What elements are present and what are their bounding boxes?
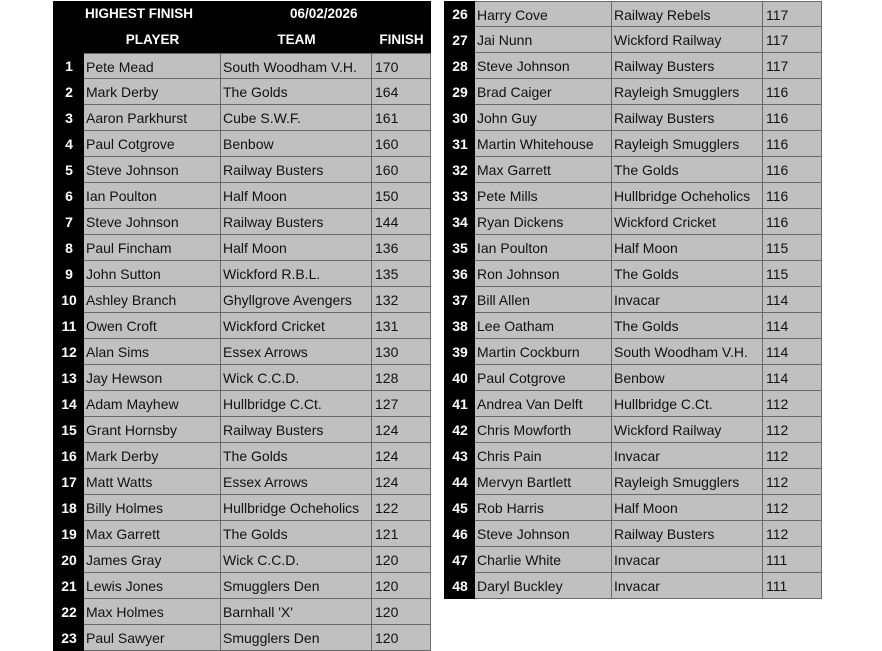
- rank-cell: 12: [53, 339, 84, 365]
- player-cell: James Gray: [84, 547, 221, 573]
- table-row: [53, 105, 431, 131]
- player-cell: Max Holmes: [84, 599, 221, 625]
- team-cell: Invacar: [612, 443, 763, 469]
- table-row: [444, 443, 822, 469]
- rank-cell: 5: [53, 157, 84, 183]
- table-row: [444, 495, 822, 521]
- table-row: [53, 261, 431, 287]
- player-cell: Rob Harris: [475, 495, 612, 521]
- player-cell: Billy Holmes: [84, 495, 221, 521]
- table-row: [53, 131, 431, 157]
- team-cell: South Woodham V.H.: [612, 339, 763, 365]
- finish-cell: 114: [763, 365, 822, 391]
- right-table: [444, 1, 822, 599]
- player-cell: Ian Poulton: [84, 183, 221, 209]
- rank-cell: 15: [53, 417, 84, 443]
- player-cell: Brad Caiger: [475, 79, 612, 105]
- player-cell: Martin Whitehouse: [475, 131, 612, 157]
- rank-cell: 10: [53, 287, 84, 313]
- finish-cell: 116: [763, 105, 822, 131]
- team-cell: Cube S.W.F.: [221, 105, 372, 131]
- team-cell: Benbow: [221, 131, 372, 157]
- finish-cell: 117: [763, 1, 822, 27]
- finish-cell: 170: [372, 53, 431, 79]
- table-row: [444, 105, 822, 131]
- finish-cell: 112: [763, 443, 822, 469]
- table-row: [444, 235, 822, 261]
- player-cell: Andrea Van Delft: [475, 391, 612, 417]
- rank-cell: 29: [444, 79, 475, 105]
- team-cell: Wickford Railway: [612, 27, 763, 53]
- player-cell: Chris Pain: [475, 443, 612, 469]
- player-cell: Harry Cove: [475, 1, 612, 27]
- finish-cell: 160: [372, 131, 431, 157]
- team-cell: Invacar: [612, 287, 763, 313]
- player-cell: Max Garrett: [84, 521, 221, 547]
- player-cell: Paul Cotgrove: [84, 131, 221, 157]
- team-cell: The Golds: [221, 79, 372, 105]
- team-cell: Essex Arrows: [221, 339, 372, 365]
- table-row: [444, 417, 822, 443]
- team-cell: Ghyllgrove Avengers: [221, 287, 372, 313]
- finish-cell: 114: [763, 287, 822, 313]
- team-cell: Rayleigh Smugglers: [612, 79, 763, 105]
- right-rows: [444, 1, 822, 599]
- finish-cell: 120: [372, 547, 431, 573]
- table-row: [444, 261, 822, 287]
- table-row: [53, 313, 431, 339]
- rank-cell: 4: [53, 131, 84, 157]
- team-cell: Hullbridge C.Ct.: [612, 391, 763, 417]
- team-cell: Railway Busters: [612, 521, 763, 547]
- team-cell: Hullbridge Ocheholics: [612, 183, 763, 209]
- player-cell: Ian Poulton: [475, 235, 612, 261]
- table-row: [444, 313, 822, 339]
- left-table: [53, 1, 431, 651]
- rank-cell: 36: [444, 261, 475, 287]
- finish-cell: 114: [763, 339, 822, 365]
- rank-cell: 16: [53, 443, 84, 469]
- table-row: [53, 391, 431, 417]
- table-row: [444, 209, 822, 235]
- finish-cell: 135: [372, 261, 431, 287]
- finish-cell: 116: [763, 157, 822, 183]
- player-cell: Aaron Parkhurst: [84, 105, 221, 131]
- table-row: [444, 79, 822, 105]
- rank-cell: 38: [444, 313, 475, 339]
- player-cell: Owen Croft: [84, 313, 221, 339]
- player-cell: Mervyn Bartlett: [475, 469, 612, 495]
- team-cell: The Golds: [612, 157, 763, 183]
- table-row: [53, 365, 431, 391]
- rank-cell: 19: [53, 521, 84, 547]
- player-cell: Steve Johnson: [475, 53, 612, 79]
- team-cell: Railway Rebels: [612, 1, 763, 27]
- finish-column-header: FINISH: [379, 32, 424, 47]
- team-cell: Rayleigh Smugglers: [612, 131, 763, 157]
- player-cell: Daryl Buckley: [475, 573, 612, 599]
- finish-cell: 114: [763, 313, 822, 339]
- table-row: [53, 443, 431, 469]
- table-row: [444, 547, 822, 573]
- rank-cell: 40: [444, 365, 475, 391]
- finish-cell: 117: [763, 53, 822, 79]
- team-cell: Railway Busters: [221, 157, 372, 183]
- player-cell: Ryan Dickens: [475, 209, 612, 235]
- table-title: HIGHEST FINISH: [85, 6, 194, 21]
- finish-cell: 130: [372, 339, 431, 365]
- table-row: [444, 287, 822, 313]
- player-cell: Lee Oatham: [475, 313, 612, 339]
- team-cell: Railway Busters: [221, 417, 372, 443]
- table-row: [53, 625, 431, 651]
- rank-cell: 21: [53, 573, 84, 599]
- player-cell: Adam Mayhew: [84, 391, 221, 417]
- team-cell: The Golds: [221, 521, 372, 547]
- finish-cell: 112: [763, 495, 822, 521]
- team-cell: Railway Busters: [221, 209, 372, 235]
- player-cell: Matt Watts: [84, 469, 221, 495]
- finish-cell: 115: [763, 261, 822, 287]
- rank-cell: 6: [53, 183, 84, 209]
- team-cell: The Golds: [612, 261, 763, 287]
- table-row: [53, 599, 431, 625]
- table-row: [53, 53, 431, 79]
- table-row: [444, 53, 822, 79]
- team-cell: Benbow: [612, 365, 763, 391]
- table-row: [53, 183, 431, 209]
- player-cell: Alan Sims: [84, 339, 221, 365]
- rank-cell: 17: [53, 469, 84, 495]
- finish-cell: 124: [372, 417, 431, 443]
- player-column-header: PLAYER: [125, 32, 180, 47]
- team-cell: Essex Arrows: [221, 469, 372, 495]
- rank-cell: 27: [444, 27, 475, 53]
- finish-cell: 120: [372, 625, 431, 651]
- player-cell: Paul Sawyer: [84, 625, 221, 651]
- team-cell: Hullbridge Ocheholics: [221, 495, 372, 521]
- rank-cell: 22: [53, 599, 84, 625]
- table-row: [53, 417, 431, 443]
- player-cell: Jay Hewson: [84, 365, 221, 391]
- rank-cell: 35: [444, 235, 475, 261]
- rank-cell: 30: [444, 105, 475, 131]
- player-cell: Pete Mead: [84, 53, 221, 79]
- rank-cell: 42: [444, 417, 475, 443]
- rank-cell: 23: [53, 625, 84, 651]
- player-cell: Steve Johnson: [84, 209, 221, 235]
- table-row: [53, 495, 431, 521]
- team-cell: Invacar: [612, 573, 763, 599]
- rank-cell: 41: [444, 391, 475, 417]
- player-cell: Steve Johnson: [475, 521, 612, 547]
- left-rows: [53, 53, 431, 651]
- team-cell: Wickford Cricket: [221, 313, 372, 339]
- column-header-row: [53, 27, 431, 53]
- team-cell: Half Moon: [612, 495, 763, 521]
- table-row: [53, 209, 431, 235]
- rank-cell: 47: [444, 547, 475, 573]
- player-cell: Mark Derby: [84, 79, 221, 105]
- finish-cell: 124: [372, 443, 431, 469]
- rank-cell: 43: [444, 443, 475, 469]
- rank-cell: 3: [53, 105, 84, 131]
- team-cell: Half Moon: [221, 235, 372, 261]
- table-row: [53, 79, 431, 105]
- finish-cell: 128: [372, 365, 431, 391]
- finish-cell: 144: [372, 209, 431, 235]
- player-cell: Lewis Jones: [84, 573, 221, 599]
- finish-cell: 127: [372, 391, 431, 417]
- finish-cell: 116: [763, 209, 822, 235]
- table-date: 06/02/2026: [290, 6, 358, 21]
- player-cell: Pete Mills: [475, 183, 612, 209]
- rank-cell: 39: [444, 339, 475, 365]
- player-cell: Max Garrett: [475, 157, 612, 183]
- finish-cell: 112: [763, 469, 822, 495]
- team-cell: Smugglers Den: [221, 573, 372, 599]
- team-cell: Wickford Railway: [612, 417, 763, 443]
- finish-cell: 112: [763, 417, 822, 443]
- title-row: [53, 1, 431, 27]
- table-row: [53, 339, 431, 365]
- rank-cell: 13: [53, 365, 84, 391]
- table-row: [444, 131, 822, 157]
- table-row: [53, 287, 431, 313]
- finish-cell: 124: [372, 469, 431, 495]
- player-cell: Steve Johnson: [84, 157, 221, 183]
- finish-cell: 116: [763, 183, 822, 209]
- table-row: [444, 391, 822, 417]
- rank-cell: 28: [444, 53, 475, 79]
- finish-cell: 122: [372, 495, 431, 521]
- team-cell: Half Moon: [612, 235, 763, 261]
- player-cell: John Guy: [475, 105, 612, 131]
- player-cell: Martin Cockburn: [475, 339, 612, 365]
- team-cell: Hullbridge C.Ct.: [221, 391, 372, 417]
- table-row: [53, 157, 431, 183]
- finish-cell: 121: [372, 521, 431, 547]
- finish-cell: 116: [763, 79, 822, 105]
- team-cell: Rayleigh Smugglers: [612, 469, 763, 495]
- rank-cell: 44: [444, 469, 475, 495]
- team-column-header: TEAM: [277, 32, 316, 47]
- rank-header: [53, 27, 84, 53]
- player-cell: Chris Mowforth: [475, 417, 612, 443]
- rank-cell: 32: [444, 157, 475, 183]
- rank-cell: 11: [53, 313, 84, 339]
- rank-cell: 18: [53, 495, 84, 521]
- rank-cell: 48: [444, 573, 475, 599]
- team-cell: Wick C.C.D.: [221, 547, 372, 573]
- player-cell: Ashley Branch: [84, 287, 221, 313]
- team-cell: Wickford Cricket: [612, 209, 763, 235]
- table-row: [444, 183, 822, 209]
- table-row: [444, 339, 822, 365]
- player-cell: Jai Nunn: [475, 27, 612, 53]
- table-row: [444, 521, 822, 547]
- team-cell: Smugglers Den: [221, 625, 372, 651]
- player-cell: Mark Derby: [84, 443, 221, 469]
- team-cell: Barnhall 'X': [221, 599, 372, 625]
- player-cell: Bill Allen: [475, 287, 612, 313]
- rank-cell: 20: [53, 547, 84, 573]
- table-row: [444, 469, 822, 495]
- rank-cell: 45: [444, 495, 475, 521]
- team-cell: Wickford R.B.L.: [221, 261, 372, 287]
- team-cell: Railway Busters: [612, 53, 763, 79]
- rank-cell: 37: [444, 287, 475, 313]
- table-row: [53, 521, 431, 547]
- table-row: [444, 157, 822, 183]
- rank-cell: 2: [53, 79, 84, 105]
- finish-cell: 115: [763, 235, 822, 261]
- rank-cell: 1: [53, 53, 84, 79]
- finish-cell: 136: [372, 235, 431, 261]
- table-row: [53, 469, 431, 495]
- table-row: [444, 573, 822, 599]
- team-cell: Railway Busters: [612, 105, 763, 131]
- finish-cell: 116: [763, 131, 822, 157]
- table-row: [444, 27, 822, 53]
- player-cell: Paul Cotgrove: [475, 365, 612, 391]
- rank-cell: 14: [53, 391, 84, 417]
- team-cell: Invacar: [612, 547, 763, 573]
- finish-cell: 120: [372, 599, 431, 625]
- rank-cell: 8: [53, 235, 84, 261]
- rank-cell: 46: [444, 521, 475, 547]
- table-row: [444, 1, 822, 27]
- finish-cell: 150: [372, 183, 431, 209]
- finish-cell: 117: [763, 27, 822, 53]
- rank-cell: 33: [444, 183, 475, 209]
- table-row: [53, 573, 431, 599]
- rank-cell: 9: [53, 261, 84, 287]
- finish-cell: 160: [372, 157, 431, 183]
- finish-cell: 112: [763, 391, 822, 417]
- rank-cell: 26: [444, 1, 475, 27]
- table-row: [53, 547, 431, 573]
- rank-cell: 7: [53, 209, 84, 235]
- table-row: [444, 365, 822, 391]
- player-cell: Paul Fincham: [84, 235, 221, 261]
- finish-cell: 164: [372, 79, 431, 105]
- rank-cell: 31: [444, 131, 475, 157]
- player-cell: John Sutton: [84, 261, 221, 287]
- finish-cell: 120: [372, 573, 431, 599]
- team-cell: The Golds: [221, 443, 372, 469]
- finish-cell: 132: [372, 287, 431, 313]
- table-row: [53, 235, 431, 261]
- player-cell: Grant Hornsby: [84, 417, 221, 443]
- team-cell: Half Moon: [221, 183, 372, 209]
- finish-cell: 112: [763, 521, 822, 547]
- player-cell: Ron Johnson: [475, 261, 612, 287]
- team-cell: The Golds: [612, 313, 763, 339]
- team-cell: Wick C.C.D.: [221, 365, 372, 391]
- finish-cell: 131: [372, 313, 431, 339]
- finish-cell: 161: [372, 105, 431, 131]
- finish-cell: 111: [763, 573, 822, 599]
- finish-cell: 111: [763, 547, 822, 573]
- team-cell: South Woodham V.H.: [221, 53, 372, 79]
- rank-cell: 34: [444, 209, 475, 235]
- player-cell: Charlie White: [475, 547, 612, 573]
